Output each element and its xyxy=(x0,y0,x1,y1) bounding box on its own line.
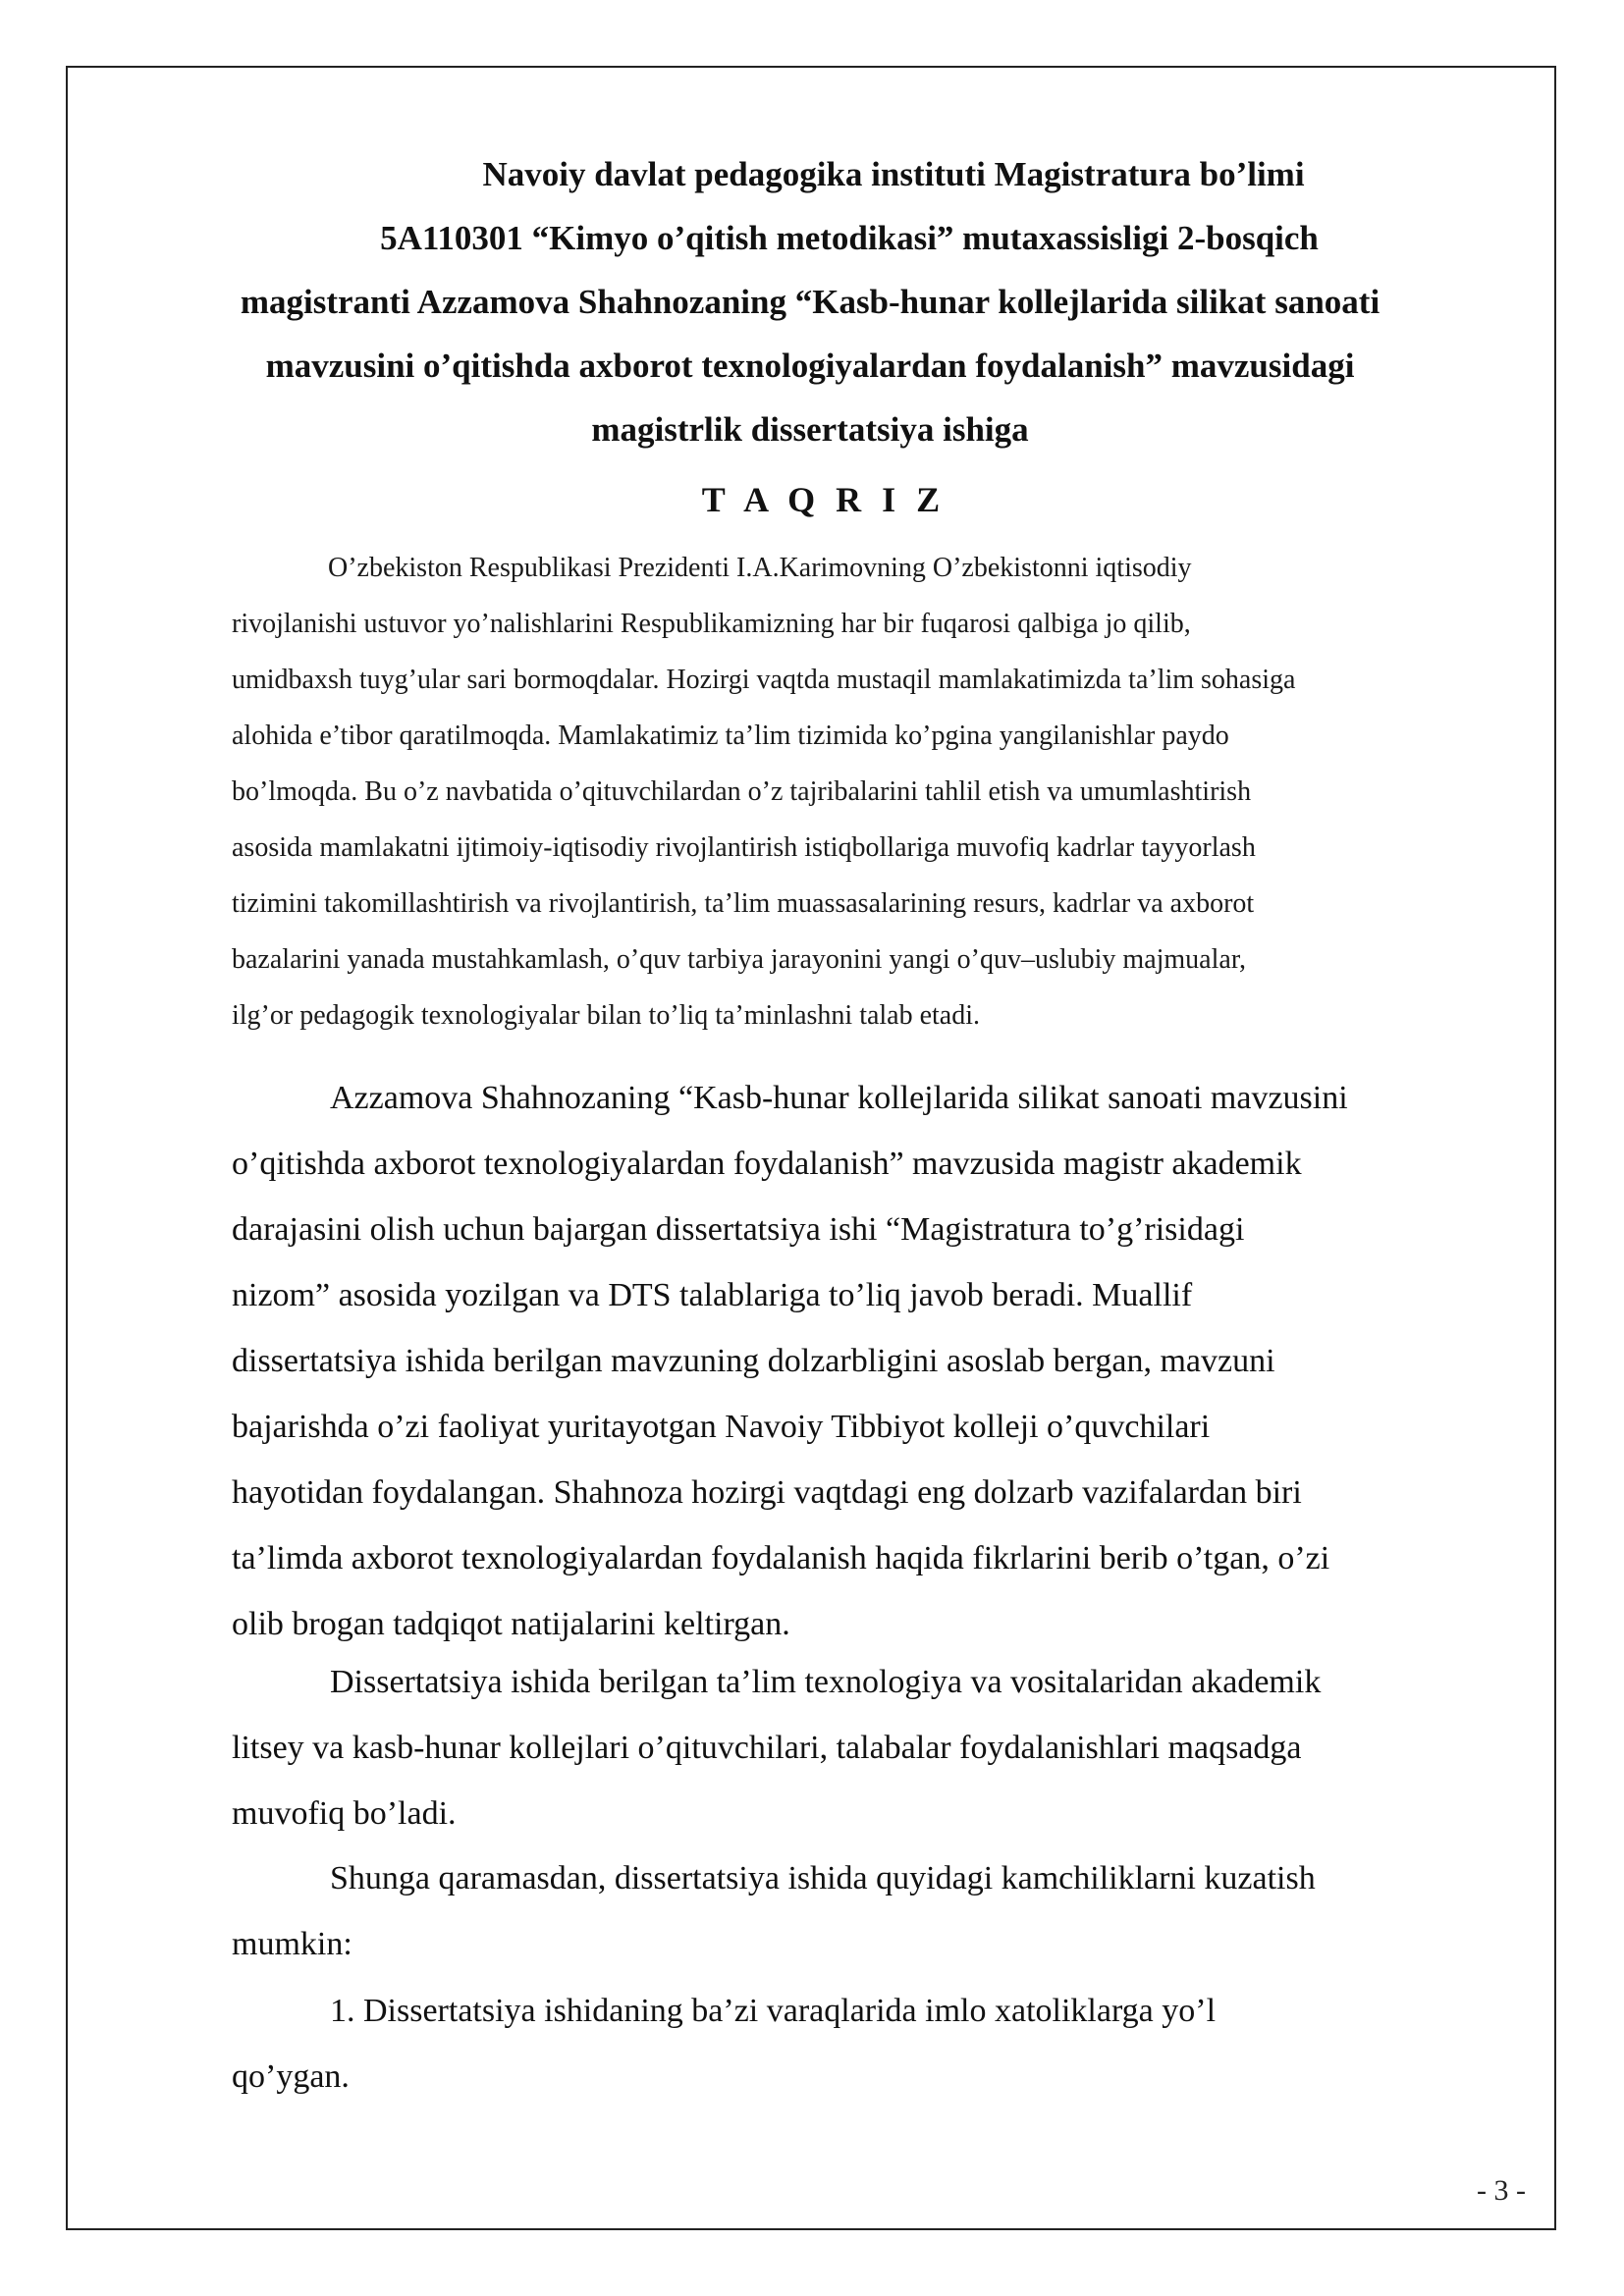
paragraph-line: bajarishda o’zi faoliyat yuritayotgan Navoiy Tibbiyot kolleji o’quvchilari xyxy=(232,1409,1211,1445)
page-number: - 3 - xyxy=(1477,2174,1526,2207)
paragraph-line: ta’limda axborot texnologiyalardan foydalanish haqida fikrlarini berib o’tgan, o’zi xyxy=(232,1540,1330,1576)
shortcoming-list-item-1 xyxy=(232,1978,1503,2109)
list-item-line: 1. Dissertatsiya ishidaning ba’zi varaqlarida imlo xatoliklarga yo’l xyxy=(330,1993,1217,2029)
intro-paragraph xyxy=(232,540,1459,1043)
paragraph-line: o’qitishda axborot texnologiyalardan foydalanish” mavzusida magistr akademik xyxy=(232,1146,1302,1182)
intro-line: bo’lmoqda. Bu o’z navbatida o’qituvchilardan o’z tajribalarini tahlil etish va umumlashtirish xyxy=(232,776,1252,807)
heading-line-1: Navoiy davlat pedagogika instituti Magistratura bo’limi xyxy=(482,155,1305,193)
paragraph-line: olib brogan tadqiqot natijalarini keltirgan. xyxy=(232,1606,790,1642)
intro-line: bazalarini yanada mustahkamlash, o’quv tarbiya jarayonini yangi o’quv–uslubiy majmualar, xyxy=(232,944,1247,975)
intro-line: alohida e’tibor qaratilmoqda. Mamlakatimiz ta’lim tizimida ko’pgina yangilanishlar paydo xyxy=(232,721,1229,751)
paragraph-line: Shunga qaramasdan, dissertatsiya ishida quyidagi kamchiliklarni kuzatish xyxy=(330,1860,1316,1896)
intro-line: umidbaxsh tuyg’ular sari bormoqdalar. Hozirgi vaqtda mustaqil mamlakatimizda ta’lim sohasiga xyxy=(232,665,1296,695)
document-heading xyxy=(196,142,1424,461)
heading-line-3: magistranti Azzamova Shahnozaning “Kasb-hunar kollejlarida silikat sanoati xyxy=(240,283,1380,321)
review-paragraph-2 xyxy=(232,1649,1503,1846)
intro-line: tizimini takomillashtirish va rivojlantirish, ta’lim muassasalarining resurs, kadrlar va axborot xyxy=(232,888,1255,919)
document-type-title: T A Q R I Z xyxy=(701,480,947,519)
paragraph-line: mumkin: xyxy=(232,1926,352,1962)
paragraph-line: litsey va kasb-hunar kollejlari o’qituvchilari, talabalar foydalanishlari maqsadga xyxy=(232,1730,1302,1766)
paragraph-line: hayotidan foydalangan. Shahnoza hozirgi vaqtdagi eng dolzarb vazifalardan biri xyxy=(232,1474,1302,1511)
paragraph-line: muvofiq bo’ladi. xyxy=(232,1795,457,1832)
heading-line-2: 5A110301 “Kimyo o’qitish metodikasi” mutaxassisligi 2-bosqich xyxy=(380,219,1319,257)
review-paragraph-3 xyxy=(232,1845,1503,1977)
intro-line: asosida mamlakatni ijtimoiy-iqtisodiy rivojlantirish istiqbollariga muvofiq kadrlar tayyorlash xyxy=(232,832,1256,863)
paragraph-line: darajasini olish uchun bajargan dissertatsiya ishi “Magistratura to’g’risidagi xyxy=(232,1211,1245,1248)
paragraph-line: Azzamova Shahnozaning “Kasb-hunar kollejlarida silikat sanoati mavzusini xyxy=(330,1080,1348,1116)
paragraph-line: Dissertatsiya ishida berilgan ta’lim texnologiya va vositalaridan akademik xyxy=(330,1664,1322,1700)
heading-line-4: mavzusini o’qitishda axborot texnologiyalardan foydalanish” mavzusidagi xyxy=(265,347,1355,385)
paragraph-line: dissertatsiya ishida berilgan mavzuning dolzarbligini asoslab bergan, mavzuni xyxy=(232,1343,1275,1379)
intro-line: O’zbekiston Respublikasi Prezidenti I.A.Karimovning O’zbekistonni iqtisodiy xyxy=(328,553,1192,583)
paragraph-line: nizom” asosida yozilgan va DTS talablariga to’liq javob beradi. Muallif xyxy=(232,1277,1193,1313)
review-paragraph-1 xyxy=(232,1065,1503,1657)
heading-line-5: magistrlik dissertatsiya ishiga xyxy=(591,410,1029,449)
intro-line: ilg’or pedagogik texnologiyalar bilan to’liq ta’minlashni talab etadi. xyxy=(232,1000,981,1031)
intro-line: rivojlanishi ustuvor yo’nalishlarini Respublikamizning har bir fuqarosi qalbiga jo qilib, xyxy=(232,609,1191,639)
list-item-line: qo’ygan. xyxy=(232,2058,350,2095)
